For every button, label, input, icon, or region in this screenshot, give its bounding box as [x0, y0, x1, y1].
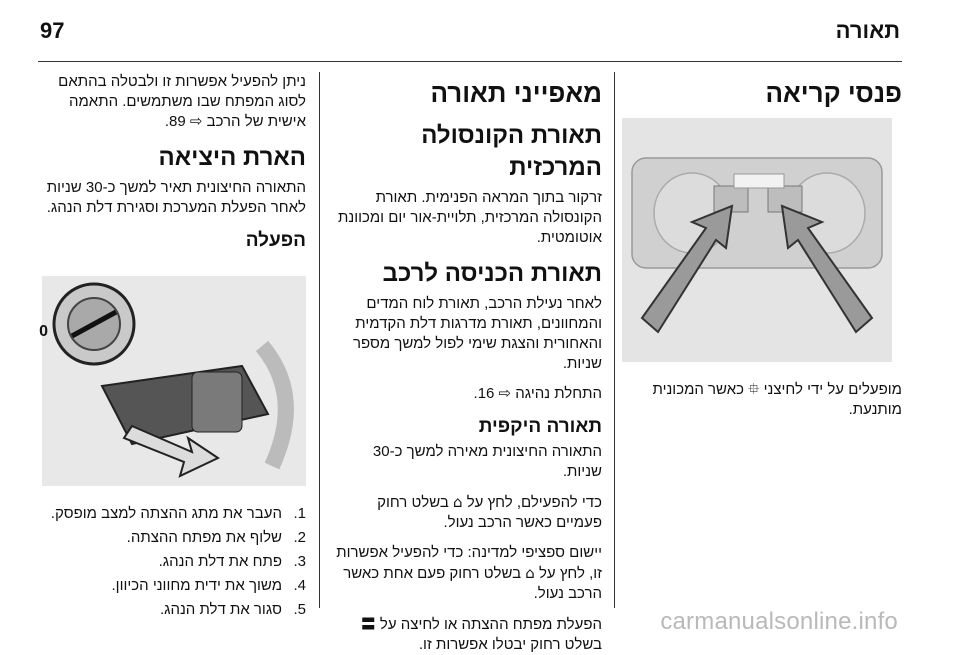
activation-steps — [38, 502, 306, 622]
exit-light-text: התאורה החיצונית תאיר למשך כ-30 שניות לאחר הפעלת המערכת וסגירת דלת הנהג. — [46, 179, 306, 216]
page-header — [40, 18, 900, 50]
turn-signal-lever-figure — [39, 276, 306, 486]
section-title: תאורה — [835, 18, 900, 43]
exit-light-title: הארת היציאה — [158, 144, 306, 171]
exit-lighting-text-3a: יישום ספציפי למדינה: כדי להפעיל אפשרות זו, לחץ על — [336, 544, 602, 582]
reading-lights-caption: מופעלים על ידי לחיצני ⯐ כאשר המכונית מותנעת. — [652, 381, 902, 418]
exit-lighting-text-4b: בשלט רחוק יבטלו אפשרות זו. — [418, 636, 602, 653]
exit-lighting-text-1: התאורה החיצונית מאירה למשך כ-30 שניות. — [372, 443, 602, 480]
exit-lighting-text-2 — [330, 492, 602, 533]
exit-lighting-text-3b: בשלט רחוק פעם אחת כאשר הרכב נעול. — [343, 565, 602, 602]
intro-text: ניתן להפעיל אפשרות זו ולבטלה בהתאם לסוג המפתח שבו משתמשים. התאמה אישית של הרכב ⇨ 89. — [58, 73, 306, 130]
exit-lighting-text-2b: בשלט רחוק פעמיים כאשר הרכב נעול. — [377, 494, 602, 531]
watermark: carmanualsonline.info — [660, 608, 898, 635]
unlock-button-icon-2: ⌂ — [525, 564, 535, 582]
svg-text:0: 0 — [39, 323, 48, 340]
list-item: 5. סגור את דלת הנהג. — [159, 601, 306, 618]
list-item: 4. משוך את ידית מחווני הכיוון. — [111, 577, 306, 594]
list-item: 3. פתח את דלת הנהג. — [158, 553, 306, 570]
list-item: 2. שלוף את מפתח ההצתה. — [126, 529, 306, 546]
page-number: 97 — [40, 18, 65, 43]
list-item: 1. העבר את מתג ההצתה למצב מופסק. — [50, 505, 306, 522]
console-lighting-title: תאורת הקונסולה המרכזית — [421, 122, 602, 181]
reading-lights-title: פנסי קריאה — [765, 78, 902, 108]
unlock-button-icon: ⌂ — [453, 493, 463, 511]
reading-lights-figure — [622, 118, 892, 362]
entry-lighting-text: לאחר נעילת הרכב, תאורת לוח המדים והמחוונים, תאורת מדרגות דלת הקדמית והאחורית והצגת שימי לפול למשך מספר שניות. — [353, 295, 602, 372]
exit-lighting-text-3 — [330, 543, 602, 604]
column-divider-left — [319, 72, 320, 608]
exit-lighting-title: תאורה היקפית — [478, 416, 602, 437]
lock-button-icon: 〓 — [360, 615, 376, 633]
console-lighting-text: זרקור בתוך המראה הפנימית. תאורת הקונסולה המרכזית, תלויית-אור יום ומכוונת אוטומטית. — [338, 189, 602, 246]
left-column — [38, 72, 306, 622]
exit-lighting-text-4 — [330, 614, 602, 655]
exit-lighting-text-2a: כדי להפעילם, לחץ על — [466, 494, 602, 511]
middle-column — [330, 72, 602, 655]
lighting-features-title: מאפייני תאורה — [430, 78, 602, 108]
column-divider-right — [614, 72, 615, 608]
activation-title: הפעלה — [245, 230, 306, 251]
exit-lighting-text-4a: הפעלת מפתח ההצתה או לחיצה על — [379, 616, 602, 633]
right-column — [622, 72, 902, 420]
header-rule — [38, 61, 902, 62]
entry-lighting-title: תאורת הכניסה לרכב — [382, 260, 602, 287]
entry-lighting-ref: התחלת נהיגה ⇨ 16. — [473, 385, 602, 402]
